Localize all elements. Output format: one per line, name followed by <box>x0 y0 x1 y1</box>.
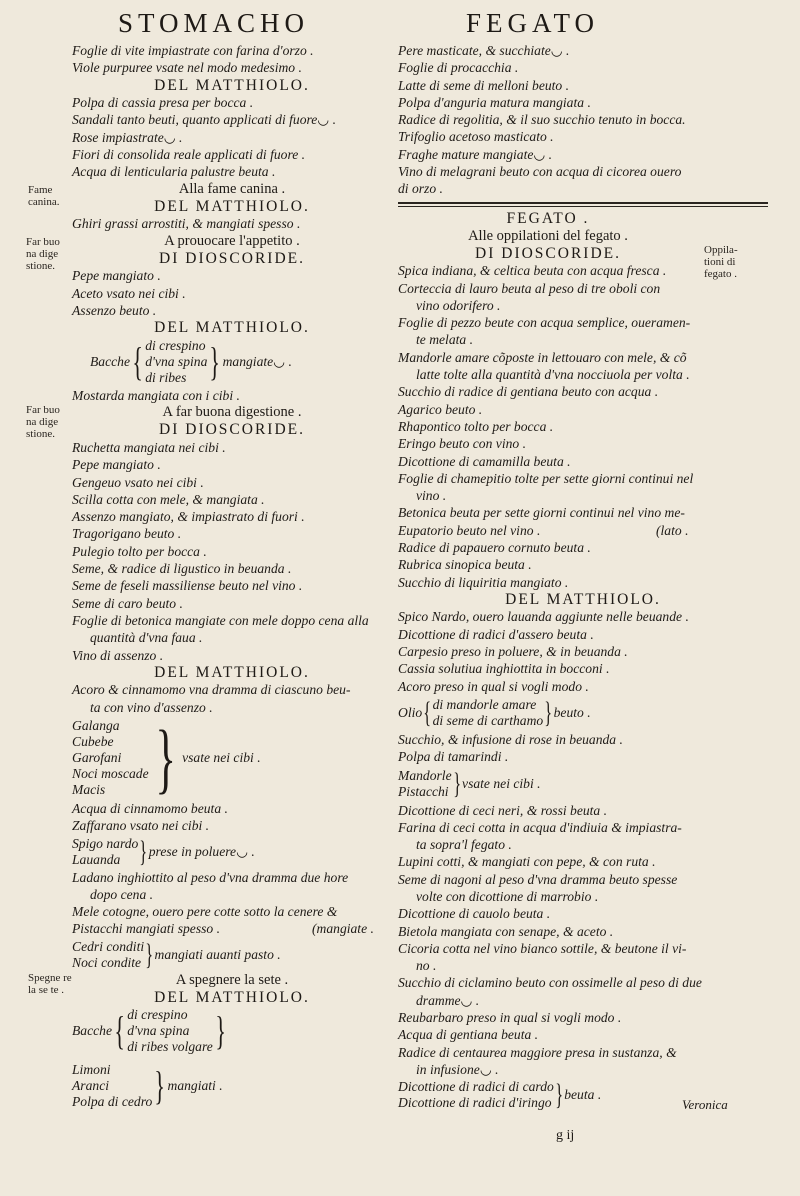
text-line: Vino di assenzo . <box>72 647 164 663</box>
text-line: Dicottione di cauolo beuta . <box>398 906 551 922</box>
text-line: Pulegio tolto per bocca . <box>72 543 207 559</box>
left-column <box>72 42 392 1112</box>
text-line: vino odorifero . <box>416 297 501 313</box>
text-line: Rose impiastrate◡ . <box>72 129 183 145</box>
section-heading: DEL MATTHIOLO. <box>154 988 310 1006</box>
subheading: A prouocare l'appetito . <box>164 232 300 249</box>
bacche-group-1 <box>72 337 392 387</box>
section-rule-thin <box>398 206 768 207</box>
text-line: Mandorle amare cõposte in lettouaro con mele, & cõ <box>398 349 687 365</box>
text-line: Carpesio preso in poluere, & in beuanda . <box>398 644 628 660</box>
group-item: di ribes <box>145 369 187 385</box>
text-line: Cassia solutiua inghiottita in bocconi . <box>398 661 610 677</box>
group-label: Bacche <box>90 353 130 369</box>
text-line: Pepe mangiato . <box>72 457 161 473</box>
text-line: di orzo . <box>398 181 443 197</box>
olio-group <box>398 695 768 731</box>
mandorle-group <box>398 766 768 802</box>
text-line: dopo cena . <box>90 886 154 902</box>
text-line: Succhio, & infusione di rose in beuanda . <box>398 731 623 747</box>
group-tail: mangiate◡ . <box>222 353 292 369</box>
text-line: Bietola mangiata con senape, & aceto . <box>398 923 614 939</box>
cedri-group <box>72 938 392 972</box>
text-line: Acoro & cinnamomo vna dramma di ciascuno beu- <box>72 682 351 698</box>
text-line: quantità d'vna faua . <box>90 630 203 646</box>
text-line: Acoro preso in qual si vogli modo . <box>398 678 589 694</box>
left-brace: { <box>423 695 432 729</box>
group-label: Olio <box>398 704 423 720</box>
text-line: Fraghe mature mangiate◡ . <box>398 146 553 162</box>
group-item: d'vna spina <box>145 353 208 369</box>
group-item: Mandorle <box>398 767 452 783</box>
text-line: Succhio di ciclamino beuto con ossimelle al peso di due <box>398 975 702 991</box>
text-line: Foglie di pezzo beute con acqua semplice, oueramen- <box>398 315 691 331</box>
margin-note-digestione-1: Far buo na dige stione. <box>26 236 60 272</box>
group-tail: prese in poluere◡ . <box>148 843 255 859</box>
right-brace: } <box>215 1008 226 1054</box>
group-item: Polpa di cedro <box>72 1094 153 1110</box>
text-line: Latte di seme di melloni beuto . <box>398 77 570 93</box>
right-brace: } <box>544 695 553 729</box>
text-line: Vino di melagrani beuto con acqua di cicorea ouero <box>398 164 682 180</box>
right-column-main <box>398 210 768 1112</box>
text-line: Foglie di chamepitio tolte per sette giorni continui nel <box>398 470 694 486</box>
left-brace: { <box>114 1008 125 1054</box>
section-rule <box>398 202 768 204</box>
margin-note-sete: Spegne re la se te . <box>28 972 72 996</box>
text-fragment: Pistacchi mangiati spesso . <box>72 921 221 937</box>
text-line: Agarico beuto . <box>398 401 483 417</box>
group-item: Noci condite <box>72 954 142 970</box>
text-line: Ghiri grassi arrostiti, & mangiati spesso . <box>72 216 301 232</box>
signature-mark: g ij <box>556 1128 575 1143</box>
text-line: Ruchetta mangiata nei cibi . <box>72 439 226 455</box>
text-line: Seme de feseli massiliense beuto nel vino . <box>72 578 303 594</box>
text-fragment: Eupatorio beuto nel vino . <box>398 522 541 538</box>
group-item: Spigo nardo <box>72 835 139 851</box>
right-brace: } <box>145 937 154 971</box>
text-line: Foglie di vite impiastrate con farina d'orzo . <box>72 43 314 58</box>
group-tail: beuto . <box>553 704 591 720</box>
right-column-top <box>398 42 768 198</box>
section-heading: DI DIOSCORIDE. <box>159 249 305 267</box>
text-line: Viole purpuree vsate nel modo medesimo . <box>72 60 302 76</box>
group-tail: vsate nei cibi . <box>182 749 261 765</box>
group-tail: vsate nei cibi . <box>462 775 541 791</box>
right-brace: } <box>154 1063 166 1109</box>
group-item: Galanga <box>72 717 120 733</box>
group-tail: mangiati auanti pasto . <box>154 946 281 962</box>
section-title: FEGATO . <box>506 210 590 227</box>
left-brace: { <box>132 338 143 384</box>
text-line: Acqua di gentiana beuta . <box>398 1027 539 1043</box>
spigo-group <box>72 835 392 869</box>
text-line: Gengeuo vsato nei cibi . <box>72 474 204 490</box>
text-line <box>72 920 392 937</box>
group-item: Macis <box>72 781 106 797</box>
right-brace: } <box>155 713 176 801</box>
right-brace: } <box>209 338 221 384</box>
text-line: Foglie di procacchia . <box>398 60 519 76</box>
text-line: Sandali tanto beuti, quanto applicati di fuore◡ . <box>72 112 336 128</box>
group-item: di mandorle amare <box>432 696 537 712</box>
group-item: Cubebe <box>72 733 114 749</box>
text-line: Aceto vsato nei cibi . <box>72 285 186 301</box>
text-line: latte tolte alla quantità d'vna nocciuola per volta . <box>416 367 690 383</box>
right-brace: } <box>555 1078 563 1112</box>
text-line: Radice di papauero cornuto beuta . <box>398 540 591 556</box>
limoni-group <box>72 1060 392 1112</box>
subheading: Alla fame canina . <box>178 180 286 197</box>
group-item: d'vna spina <box>127 1023 190 1039</box>
text-line: Pepe mangiato . <box>72 268 161 284</box>
header-right: FEGATO <box>466 8 600 38</box>
text-line: Betonica beuta per sette giorni continui nel vino me- <box>398 505 685 521</box>
text-line: Polpa di cassia presa per bocca . <box>72 95 254 111</box>
text-line: Foglie di betonica mangiate con mele doppo cena alla <box>72 612 369 628</box>
spices-group <box>72 713 392 801</box>
group-label: Bacche <box>72 1023 112 1039</box>
text-line: Radice di centaurea maggiore presa in sustanza, & <box>398 1044 677 1060</box>
section-heading: DEL MATTHIOLO. <box>505 590 661 608</box>
text-line: no . <box>416 958 437 974</box>
text-line: Trifoglio acetoso masticato . <box>398 129 554 145</box>
text-line: Radice di regolitia, & il suo succhio tenuto in bocca. <box>398 112 686 128</box>
text-line: Zaffarano vsato nei cibi . <box>72 818 210 834</box>
bacche-group-2 <box>72 1006 392 1056</box>
section-heading: DI DIOSCORIDE. <box>159 421 305 439</box>
group-tail: mangiati . <box>167 1078 223 1094</box>
text-line: Dicottione di radici d'assero beuta . <box>398 626 594 642</box>
section-heading: DEL MATTHIOLO. <box>154 197 310 215</box>
text-line: Pere masticate, & succhiate◡ . <box>398 43 570 58</box>
margin-note-fame: Fame canina. <box>28 184 60 208</box>
text-line: Spica indiana, & celtica beuta con acqua fresca . <box>398 263 667 279</box>
margin-note-digestione-2: Far buo na dige stione. <box>26 404 60 440</box>
section-heading: DI DIOSCORIDE. <box>475 244 621 262</box>
group-tail: beuta . <box>564 1087 602 1103</box>
group-item: Garofani <box>72 749 122 765</box>
text-line: Lupini cotti, & mangiati con pepe, & con ruta . <box>398 854 656 870</box>
group-item: di crespino <box>127 1007 188 1023</box>
text-line: Succhio di liquiritia mangiato . <box>398 574 569 590</box>
text-line: in infusione◡ . <box>416 1061 499 1077</box>
text-line: Farina di ceci cotta in acqua d'indiuia & impiastra- <box>398 819 682 835</box>
text-line: Seme di caro beuto . <box>72 595 183 611</box>
text-line: Rhapontico tolto per bocca . <box>398 418 554 434</box>
section-heading: DEL MATTHIOLO. <box>154 663 310 681</box>
text-line: Spico Nardo, ouero lauanda aggiunte nelle beuande . <box>398 609 689 625</box>
text-line: Eringo beuto con vino . <box>398 436 526 452</box>
right-brace: } <box>139 834 148 868</box>
text-line: Assenzo beuto . <box>72 303 157 319</box>
text-line: vino . <box>416 488 447 504</box>
header-left: STOMACHO <box>118 8 310 38</box>
text-line: Polpa d'anguria matura mangiata . <box>398 94 591 110</box>
text-line: Seme di nagoni al peso d'vna dramma beuto spesse <box>398 871 678 887</box>
group-item: Aranci <box>72 1078 109 1094</box>
catchword: Veronica <box>682 1097 728 1112</box>
text-fragment: (lato . <box>656 522 689 538</box>
group-item: Dicottione di radici d'iringo <box>398 1095 552 1111</box>
text-fragment: (mangiate . <box>312 921 374 937</box>
text-line: ta con vino d'assenzo . <box>90 699 213 715</box>
group-item: Cedri conditi <box>72 938 145 954</box>
group-item: di ribes volgare <box>127 1039 213 1055</box>
text-line: Succhio di radice di gentiana beuto con acqua . <box>398 384 659 400</box>
section-heading: DEL MATTHIOLO. <box>154 76 310 94</box>
text-line: Seme, & radice di ligustico in beuanda . <box>72 561 292 577</box>
group-item: di seme di carthamo <box>432 712 544 728</box>
text-line: volte con dicottione di marrobio . <box>416 889 599 904</box>
group-item: Lauanda <box>72 851 121 867</box>
text-line <box>398 522 768 539</box>
text-line: Dicottione di camamilla beuta . <box>398 453 571 469</box>
text-line: ta sopra'l fegato . <box>416 837 512 853</box>
subheading: A far buona digestione . <box>162 404 302 421</box>
group-item: Pistacchi <box>398 783 449 799</box>
text-line: Scilla cotta con mele, & mangiata . <box>72 491 265 507</box>
group-item: Dicottione di radici di cardo <box>398 1079 554 1095</box>
text-line: Assenzo mangiato, & impiastrato di fuori . <box>72 509 305 525</box>
text-line: Acqua di cinnamomo beuta . <box>72 800 228 816</box>
text-line: Reubarbaro preso in qual si vogli modo . <box>398 1010 622 1026</box>
text-line: Dicottione di ceci neri, & rossi beuta . <box>398 802 608 818</box>
text-line: Fiori di consolida reale applicati di fuore . <box>72 146 306 162</box>
text-line: Acqua di lenticularia palustre beuta . <box>72 164 276 180</box>
group-item: di crespino <box>145 337 206 353</box>
subheading: Alle oppilationi del fegato . <box>468 227 628 244</box>
subheading: A spegnere la sete . <box>175 971 289 988</box>
margin-note-oppilationi: Oppila- tioni di fegato . <box>704 244 738 280</box>
group-item: Limoni <box>72 1062 111 1078</box>
text-line: te melata . <box>416 332 474 348</box>
text-line: Mostarda mangiata con i cibi . <box>72 387 240 403</box>
group-item: Noci moscade <box>72 765 149 781</box>
text-line: Mele cotogne, ouero pere cotte sotto la cenere & <box>72 904 338 920</box>
text-line: Ladano inghiottito al peso d'vna dramma due hore <box>72 869 349 885</box>
text-line: Rubrica sinopica beuta . <box>398 557 532 573</box>
text-line: Corteccia di lauro beuta al peso di tre oboli con <box>398 280 661 296</box>
text-line: Cicoria cotta nel vino bianco sottile, & beutone il vi- <box>398 940 687 956</box>
text-line: Tragorigano beuto . <box>72 526 182 542</box>
right-brace: } <box>452 766 461 800</box>
text-line: Polpa di tamarindi . <box>398 749 509 765</box>
section-heading: DEL MATTHIOLO. <box>154 319 310 337</box>
text-line: dramme◡ . <box>416 992 480 1008</box>
